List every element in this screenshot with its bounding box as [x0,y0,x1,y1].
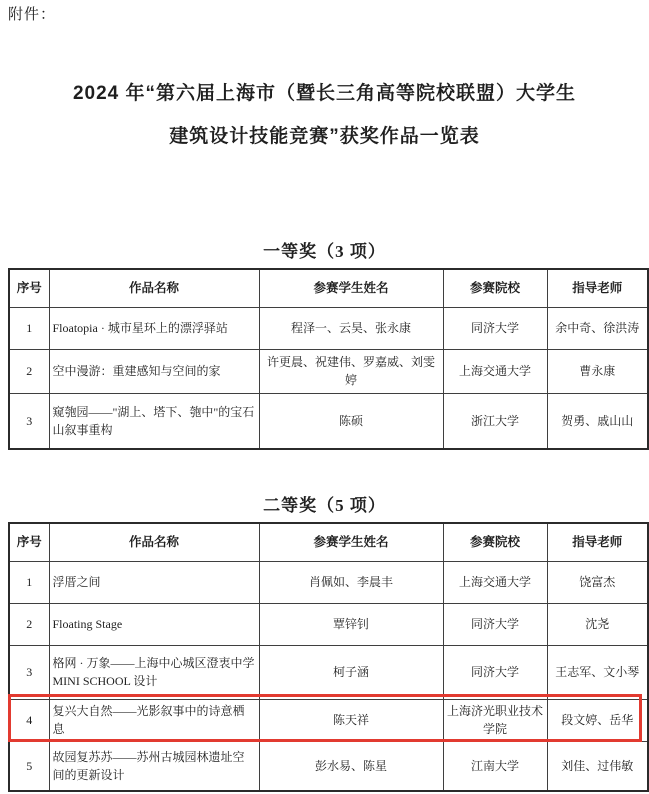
cell-teachers: 余中奇、徐洪涛 [547,307,648,349]
column-header-school: 参赛院校 [443,269,547,307]
cell-school: 江南大学 [443,741,547,791]
cell-work: 复兴大自然——光影叙事中的诗意栖息 [49,699,259,741]
cell-students: 彭水易、陈星 [259,741,443,791]
column-header-work: 作品名称 [49,523,259,561]
cell-school: 浙江大学 [443,393,547,449]
cell-no: 2 [9,349,49,393]
cell-work: Floatopia · 城市星环上的漂浮驿站 [49,307,259,349]
cell-students: 柯子涵 [259,645,443,699]
column-header-school: 参赛院校 [443,523,547,561]
cell-no: 1 [9,307,49,349]
column-header-teachers: 指导老师 [547,269,648,307]
cell-work: 浮厝之间 [49,561,259,603]
cell-no: 3 [9,393,49,449]
cell-work: 窥匏园——"湖上、塔下、匏中"的宝石山叙事重构 [49,393,259,449]
first-prize-table-container [8,268,647,450]
table-row [9,349,648,393]
cell-school: 同济大学 [443,645,547,699]
cell-teachers: 王志军、文小琴 [547,645,648,699]
cell-no: 2 [9,603,49,645]
first-prize-table [8,268,649,450]
document-title-line2: 建筑设计技能竞赛”获奖作品一览表 [169,126,480,147]
cell-no: 3 [9,645,49,699]
cell-teachers: 段文婷、岳华 [547,699,648,741]
table-row-highlighted [9,699,648,741]
second-prize-table-container [8,522,647,792]
document-title [0,72,649,158]
second-prize-table [8,522,649,792]
cell-no: 1 [9,561,49,603]
table-row [9,645,648,699]
cell-work: 格网 · 万象——上海中心城区澄衷中学 MINI SCHOOL 设计 [49,645,259,699]
cell-no: 5 [9,741,49,791]
cell-work: 空中漫游：重建感知与空间的家 [49,349,259,393]
cell-students: 陈天祥 [259,699,443,741]
cell-teachers: 曹永康 [547,349,648,393]
table-header-row [9,269,648,307]
cell-work: Floating Stage [49,603,259,645]
column-header-no: 序号 [9,523,49,561]
cell-school: 同济大学 [443,603,547,645]
cell-teachers: 沈尧 [547,603,648,645]
table-header-row [9,523,648,561]
column-header-teachers: 指导老师 [547,523,648,561]
cell-work: 故园复苏苏——苏州古城园林遗址空间的更新设计 [49,741,259,791]
cell-teachers: 刘佳、过伟敏 [547,741,648,791]
table-row [9,741,648,791]
attachment-label: 附件： [8,7,57,23]
table-row [9,603,648,645]
cell-school: 上海济光职业技术学院 [443,699,547,741]
section-heading-second-prize: 二等奖（5 项） [263,496,386,515]
cell-students: 许更晨、祝建伟、罗嘉威、刘雯婷 [259,349,443,393]
section-heading-first-prize: 一等奖（3 项） [263,242,386,261]
cell-no: 4 [9,699,49,741]
cell-school: 同济大学 [443,307,547,349]
column-header-work: 作品名称 [49,269,259,307]
cell-students: 肖佩如、李晨丰 [259,561,443,603]
column-header-students: 参赛学生姓名 [259,523,443,561]
cell-teachers: 贺勇、戚山山 [547,393,648,449]
table-row [9,393,648,449]
table-row [9,307,648,349]
cell-students: 覃锌钊 [259,603,443,645]
cell-students: 陈硕 [259,393,443,449]
cell-school: 上海交通大学 [443,349,547,393]
column-header-students: 参赛学生姓名 [259,269,443,307]
table-row [9,561,648,603]
column-header-no: 序号 [9,269,49,307]
document-title-line1: 2024 年“第六届上海市（暨长三角高等院校联盟）大学生 [72,83,577,104]
cell-teachers: 饶富杰 [547,561,648,603]
cell-school: 上海交通大学 [443,561,547,603]
cell-students: 程泽一、云昊、张永康 [259,307,443,349]
